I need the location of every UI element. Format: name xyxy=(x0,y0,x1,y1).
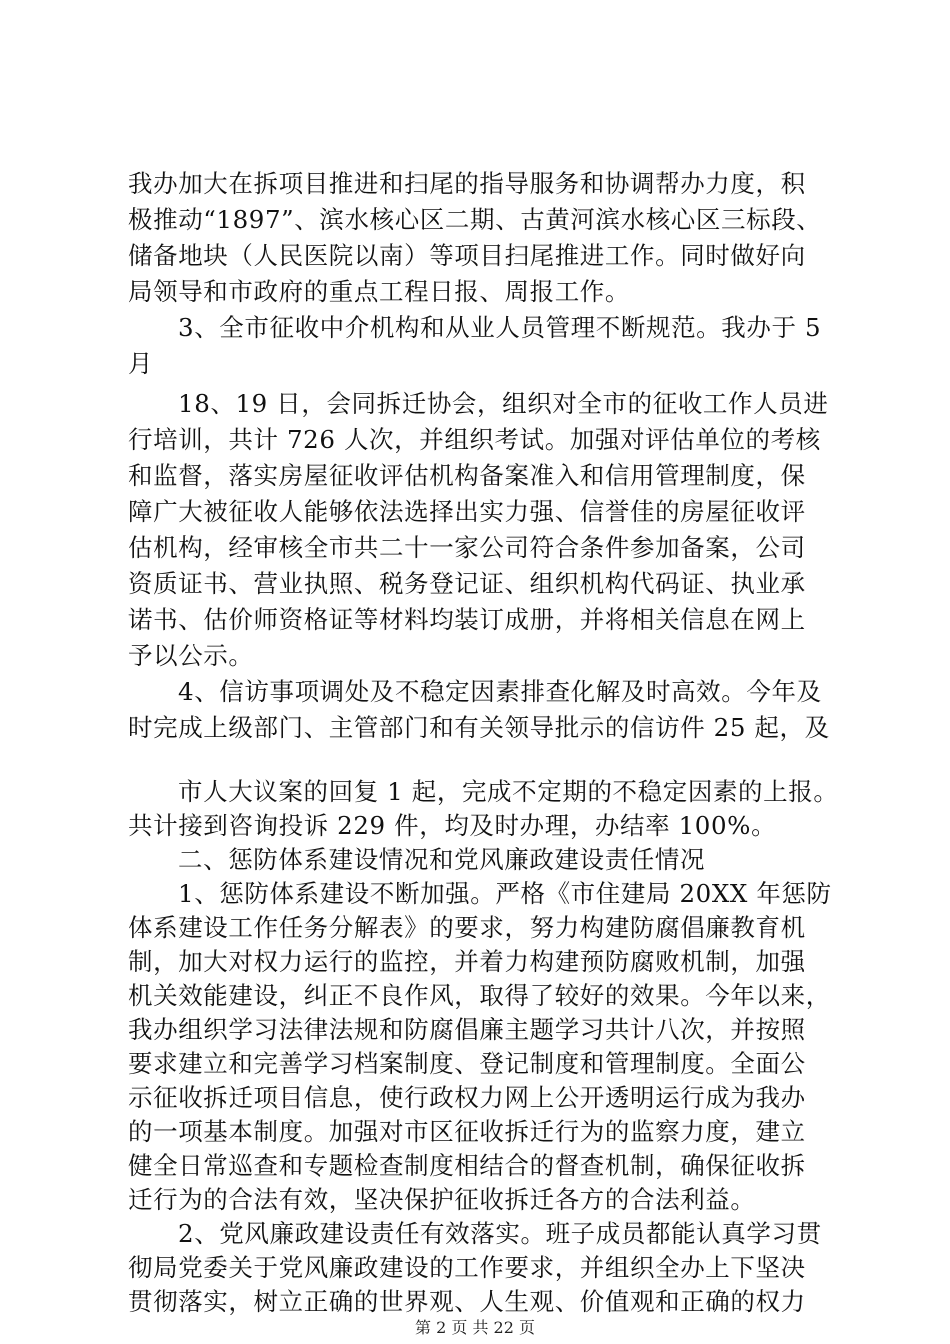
paragraph-start-line: 市人大议案的回复 1 起，完成不定期的不稳定因素的上报。 xyxy=(178,777,839,806)
body-text-line: 月 xyxy=(128,349,154,378)
body-text-line: 局领导和市政府的重点工程日报、周报工作。 xyxy=(128,277,630,306)
body-text-line: 的一项基本制度。加强对市区征收拆迁行为的监察力度，建立 xyxy=(128,1117,806,1146)
body-text-line: 我办组织学习法律法规和防腐倡廉主题学习共计八次，并按照 xyxy=(128,1015,806,1044)
body-text-line: 贯彻落实，树立正确的世界观、人生观、价值观和正确的权力 xyxy=(128,1287,806,1316)
body-text-line: 机关效能建设，纠正不良作风，取得了较好的效果。今年以来， xyxy=(128,981,831,1010)
paragraph-start-line: 18、19 日，会同拆迁协会，组织对全市的征收工作人员进 xyxy=(178,389,829,418)
body-text-line: 予以公示。 xyxy=(128,641,254,670)
paragraph-start-line: 1、惩防体系建设不断加强。严格《市住建局 20XX 年惩防 xyxy=(178,879,832,908)
body-text-line: 储备地块（人民医院以南）等项目扫尾推进工作。同时做好向 xyxy=(128,241,806,270)
paragraph-start-line: 2、党风廉政建设责任有效落实。班子成员都能认真学习贯 xyxy=(178,1219,822,1248)
body-text-line: 资质证书、营业执照、税务登记证、组织机构代码证、执业承 xyxy=(128,569,806,598)
body-text-line: 行培训，共计 726 人次，并组织考试。加强对评估单位的考核 xyxy=(128,425,821,454)
body-text-line: 示征收拆迁项目信息，使行政权力网上公开透明运行成为我办 xyxy=(128,1083,806,1112)
body-text-line: 极推动“1897”、滨水核心区二期、古黄河滨水核心区三标段、 xyxy=(128,205,822,234)
body-text-line: 要求建立和完善学习档案制度、登记制度和管理制度。全面公 xyxy=(128,1049,806,1078)
paragraph-start-line: 4、信访事项调处及不稳定因素排查化解及时高效。今年及 xyxy=(178,677,822,706)
body-text-line: 和监督，落实房屋征收评估机构备案准入和信用管理制度，保 xyxy=(128,461,806,490)
paragraph-start-line: 3、全市征收中介机构和从业人员管理不断规范。我办于 5 xyxy=(178,313,822,342)
body-text-line: 彻局党委关于党风廉政建设的工作要求，并组织全办上下坚决 xyxy=(128,1253,806,1282)
section-heading: 二、惩防体系建设情况和党风廉政建设责任情况 xyxy=(178,845,706,874)
body-text-line: 制，加大对权力运行的监控，并着力构建预防腐败机制，加强 xyxy=(128,947,806,976)
body-text-line: 时完成上级部门、主管部门和有关领导批示的信访件 25 起，及 xyxy=(128,713,830,742)
body-text-line: 诺书、估价师资格证等材料均装订成册，并将相关信息在网上 xyxy=(128,605,806,634)
body-text-line: 体系建设工作任务分解表》的要求，努力构建防腐倡廉教育机 xyxy=(128,913,806,942)
body-text-line: 共计接到咨询投诉 229 件，均及时办理，办结率 100%。 xyxy=(128,811,777,840)
page-number-footer: 第 2 页 共 22 页 xyxy=(415,1318,535,1337)
body-text-line: 我办加大在拆项目推进和扫尾的指导服务和协调帮办力度，积 xyxy=(128,169,806,198)
body-text-line: 估机构，经审核全市共二十一家公司符合条件参加备案，公司 xyxy=(128,533,806,562)
body-text-line: 障广大被征收人能够依法选择出实力强、信誉佳的房屋征收评 xyxy=(128,497,806,526)
body-text-line: 健全日常巡查和专题检查制度相结合的督查机制，确保征收拆 xyxy=(128,1151,806,1180)
body-text-line: 迁行为的合法有效，坚决保护征收拆迁各方的合法利益。 xyxy=(128,1185,756,1214)
